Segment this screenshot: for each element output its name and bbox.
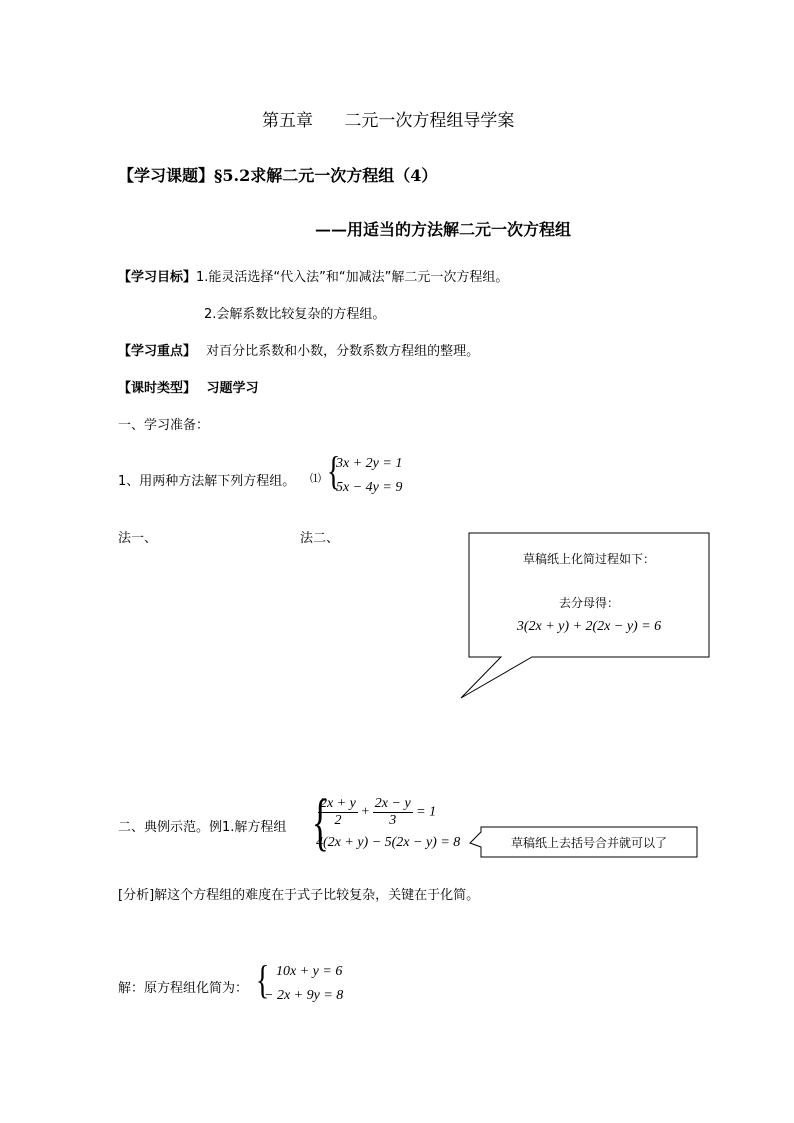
q1-number: ⑴ bbox=[310, 472, 321, 485]
callout-2-text: 草稿纸上去括号合并就可以了 bbox=[510, 836, 667, 850]
ex1-rhs: = 1 bbox=[416, 804, 437, 820]
analysis-text: [分析]解这个方程组的难度在于式子比较复杂，关键在于化简。 bbox=[118, 888, 480, 903]
solution-brace: { bbox=[255, 957, 270, 1002]
title-main: 二元一次方程组导学案 bbox=[344, 111, 515, 131]
type-label: 【课时类型】 bbox=[118, 381, 197, 396]
ex1-fraction-2-denominator: 3 bbox=[389, 813, 397, 828]
ex1-fraction-2-numerator: 2x − y bbox=[374, 796, 411, 811]
goal-2: 2.会解系数比较复杂的方程组。 bbox=[204, 307, 386, 322]
callout-1-line-1: 草稿纸上化简过程如下： bbox=[522, 552, 655, 566]
subtitle: ——用适当的方法解二元一次方程组 bbox=[315, 220, 572, 239]
title-chapter: 第五章 bbox=[262, 111, 313, 131]
ex1-equation-2: 4(2x + y) − 5(2x − y) = 8 bbox=[316, 835, 461, 850]
goal-label: 【学习目标】 bbox=[118, 270, 197, 285]
ex1-brace: { bbox=[311, 786, 329, 857]
ex1-plus: + bbox=[361, 804, 370, 820]
focus-label: 【学习重点】 bbox=[118, 344, 197, 359]
q1-equation-2: 5x − 4y = 9 bbox=[336, 480, 403, 495]
section-2-heading: 二、典例示范。例1.解方程组 bbox=[118, 820, 287, 835]
q1-equation-1: 3x + 2y = 1 bbox=[336, 456, 403, 471]
q1-text: 1、用两种方法解下列方程组。 bbox=[118, 474, 296, 489]
focus-text: 对百分比系数和小数，分数系数方程组的整理。 bbox=[206, 344, 480, 359]
ex1-fraction-1 bbox=[318, 796, 358, 829]
solution-label: 解：原方程组化简为： bbox=[118, 981, 249, 996]
callout-1-equation: 3(2x + y) + 2(2x − y) = 6 bbox=[516, 619, 662, 634]
ex1-fraction-1-denominator: 2 bbox=[334, 813, 342, 828]
ex1-equation-1 bbox=[318, 796, 436, 829]
ex1-fraction-2 bbox=[373, 796, 413, 829]
topic-text: §5.2求解二元一次方程组（4） bbox=[214, 166, 438, 185]
topic-label: 【学习课题】 bbox=[118, 166, 215, 185]
ex1-fraction-1-numerator: 2x + y bbox=[320, 796, 356, 811]
method-1-label: 法一、 bbox=[118, 531, 158, 546]
goal-1: 1.能灵活选择“代入法”和“加减法”解二元一次方程组。 bbox=[196, 270, 509, 285]
solution-equation-1: 10x + y = 6 bbox=[276, 964, 343, 979]
q1-brace: { bbox=[326, 448, 341, 493]
solution-equation-2: − 2x + 9y = 8 bbox=[264, 988, 344, 1003]
callout-1-line-2: 去分母得： bbox=[558, 596, 619, 610]
method-2-label: 法二、 bbox=[300, 531, 340, 546]
type-text: 习题学习 bbox=[206, 381, 259, 396]
section-1-heading: 一、学习准备： bbox=[118, 418, 210, 433]
